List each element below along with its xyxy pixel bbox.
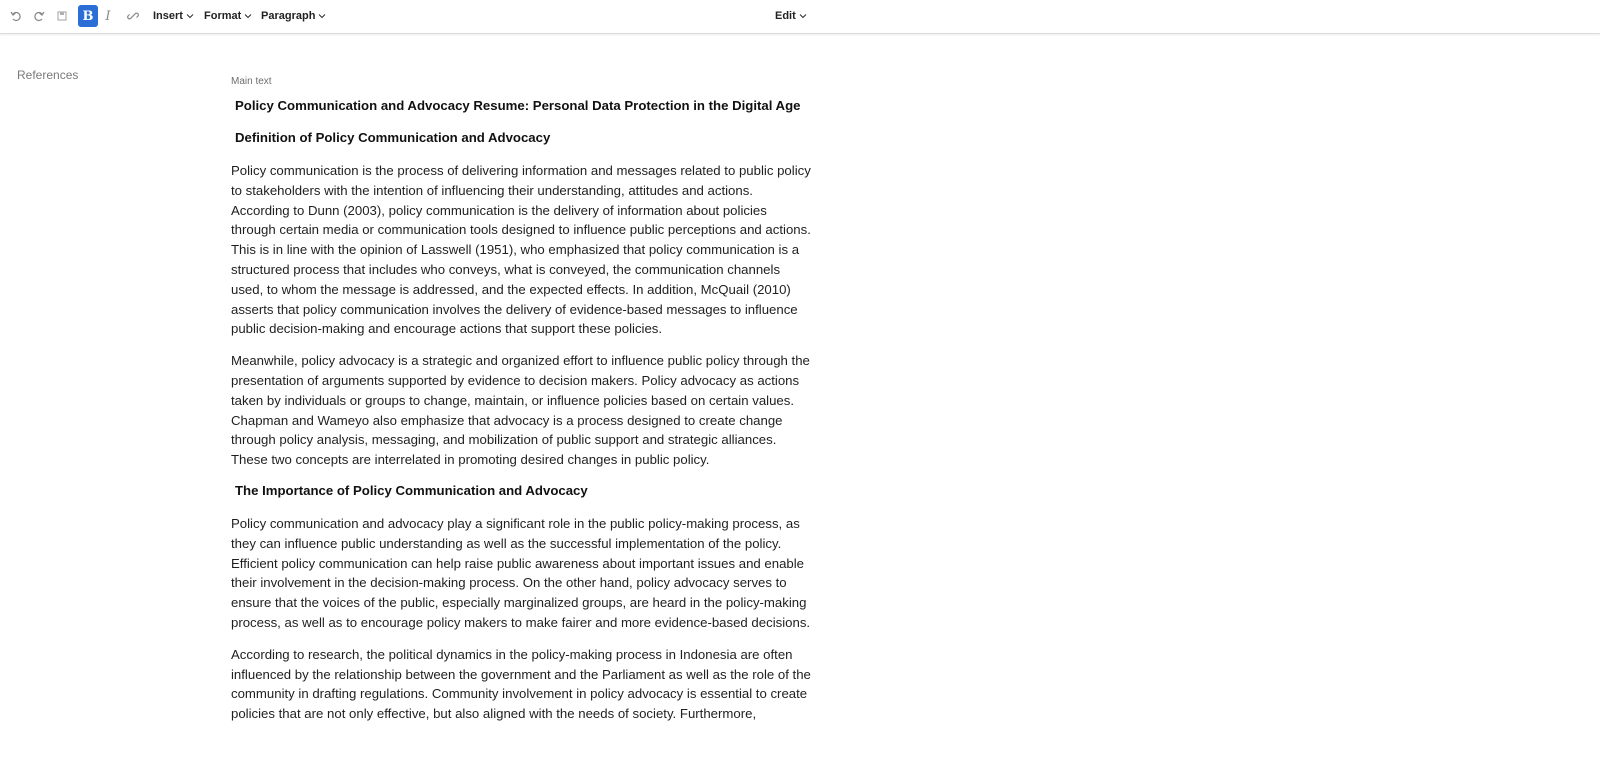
link-icon[interactable] — [123, 6, 143, 26]
paragraph-menu-label: Paragraph — [261, 10, 316, 22]
bold-button[interactable]: B — [78, 5, 98, 27]
save-icon[interactable] — [52, 6, 72, 26]
chevron-down-icon — [799, 12, 807, 20]
paragraph[interactable]: Policy communication is the process of delivering information and messages related to public policy to stakeholders with the intention of influencing their understanding, attitudes and actions. According to Dunn (2003), policy communication is the delivery of information about policies through certain media or communication tools designed to influence public perceptions and actions. This is in line with the opinion of Lasswell (1951), who emphasized that policy communication is a structured process that includes who conveys, what is conveyed, the communication channels used, to whom the message is addressed, and the expected effects. In addition, McQuail (2010) asserts that policy communication involves the delivery of evidence-based messages to influence public decision-making and encourage actions that support these policies. — [231, 163, 811, 337]
section-heading-importance[interactable]: The Importance of Policy Communication and Advocacy — [235, 482, 588, 498]
italic-button[interactable]: I — [105, 8, 111, 24]
section-heading-definition[interactable]: Definition of Policy Communication and Advocacy — [235, 130, 551, 145]
edit-menu[interactable] — [775, 10, 807, 22]
references-sidebar-title[interactable]: References — [17, 68, 79, 82]
document-body[interactable] — [231, 76, 811, 736]
paragraph-menu[interactable] — [261, 10, 326, 22]
insert-menu-label: Insert — [153, 10, 183, 22]
paragraph[interactable]: According to research, the political dynamics in the policy-making process in Indonesia are often influenced by the relationship between the government and the Parliament as well as the role of the community in drafting regulations. Community involvement in policy advocacy is essential to create policies that are not only effective, but also aligned with the needs of society. Furthermore, — [231, 646, 811, 722]
main-text-label: Main text — [231, 76, 272, 87]
paragraph[interactable]: Meanwhile, policy advocacy is a strategic and organized effort to influence public policy through the presentation of arguments supported by evidence to decision makers. Policy advocacy as actions taken by individuals or groups to change, maintain, or influence policies based on certain values. Chapman and Wameyo also emphasize that advocacy is a process designed to create change through policy analysis, messaging, and mobilization of public support and strategic alliances. These two concepts are interrelated in promoting desired changes in public policy. — [231, 353, 810, 468]
format-menu-label: Format — [204, 10, 242, 22]
format-menu[interactable] — [204, 10, 252, 22]
editor-toolbar — [0, 0, 1600, 34]
paragraph[interactable]: Policy communication and advocacy play a significant role in the public policy-making process, as they can influence public understanding as well as the successful implementation of the policy. Efficient policy communication can help raise public awareness about important issues and enable their involvement in the decision-making process. On the other hand, policy advocacy serves to ensure that the voices of the public, especially marginalized groups, are heard in the policy-making process, as well as to encourage policy makers to make fairer and more evidence-based decisions. — [231, 515, 811, 630]
edit-menu-label: Edit — [775, 10, 796, 22]
redo-icon[interactable] — [29, 6, 49, 26]
document-title[interactable]: Policy Communication and Advocacy Resume: Personal Data Protection in the Digital Age — [235, 98, 801, 113]
chevron-down-icon — [244, 12, 252, 20]
chevron-down-icon — [186, 12, 194, 20]
insert-menu[interactable] — [153, 10, 194, 22]
undo-icon[interactable] — [6, 6, 26, 26]
chevron-down-icon — [318, 12, 326, 20]
